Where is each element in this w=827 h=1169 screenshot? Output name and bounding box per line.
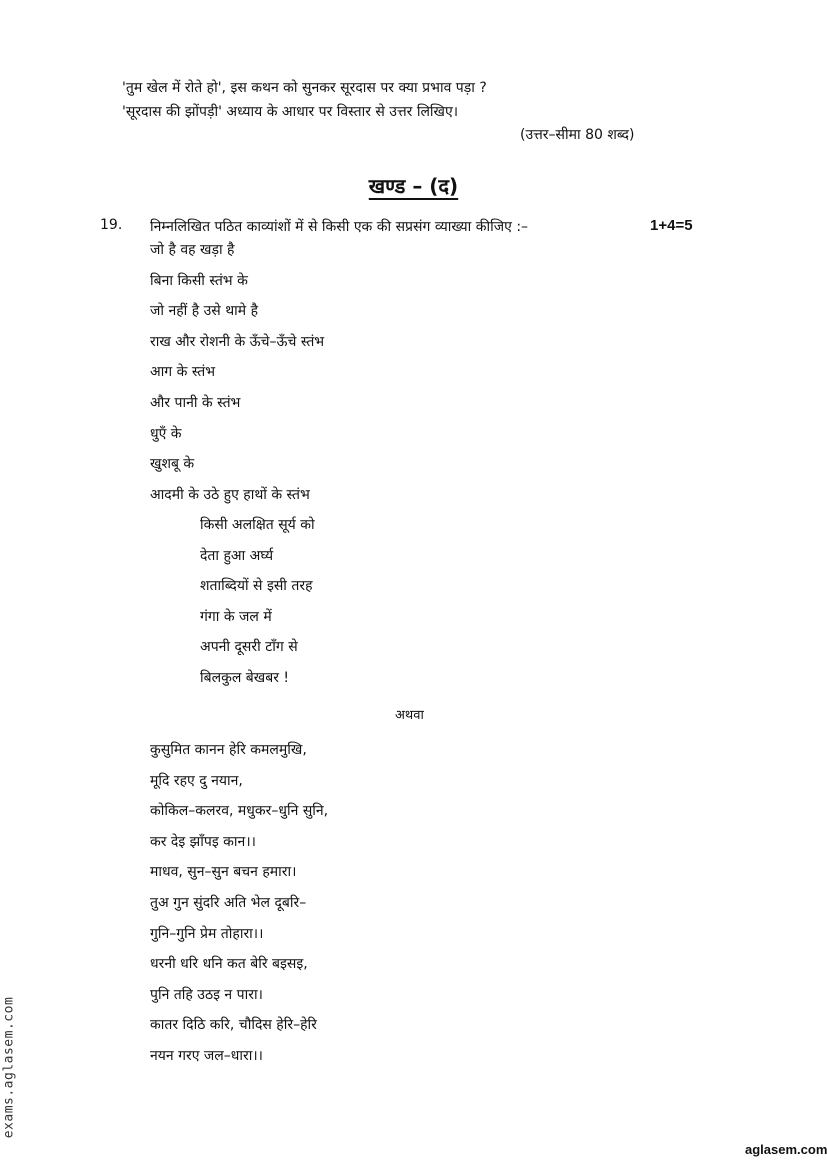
poem-line: किसी अलक्षित सूर्य को (200, 517, 315, 533)
poem-line: धुएँ के (150, 425, 182, 442)
poem-line: नयन गरए जल–धारा।। (150, 1047, 263, 1064)
poem-line: जो है वह खड़ा है (150, 242, 235, 258)
previous-question-line-1: 'तुम खेल में रोते हो', इस कथन को सुनकर सूरदास पर क्या प्रभाव पड़ा ? (122, 80, 487, 96)
section-heading-text: खण्ड – (द) (368, 174, 459, 198)
watermark: exams.aglasem.com (1, 996, 17, 1139)
poem-line: शताब्दियों से इसी तरह (200, 578, 313, 595)
poem-line: गुनि–गुनि प्रेम तोहारा।। (150, 925, 264, 942)
poem-line: और पानी के स्तंभ (150, 394, 241, 411)
poem-2 (150, 740, 328, 1077)
poem-1 (150, 240, 324, 515)
poem-line: कुसुमित कानन हेरि कमलमुखि, (150, 742, 307, 758)
poem-line: खुशबू के (150, 456, 195, 473)
poem-line: मूदि रहए दु नयान, (150, 772, 243, 789)
poem-line: बिना किसी स्तंभ के (150, 272, 248, 289)
poem-line: कातर दिठि करि, चौदिस हेरि–हेरि (150, 1017, 317, 1034)
poem-line: देता हुआ अर्घ्य (200, 547, 274, 564)
poem-line: जो नहीं है उसे थामे है (150, 303, 259, 320)
poem-line: तुअ गुन सुंदरि अति भेल दूबरि– (150, 894, 307, 911)
section-heading (0, 172, 827, 199)
poem-line: गंगा के जल में (200, 608, 272, 625)
word-limit: (उत्तर–सीमा 80 शब्द) (520, 127, 635, 143)
poem-line: अपनी दूसरी टाँग से (200, 639, 298, 656)
previous-question-line-2: 'सूरदास की झोंपड़ी' अध्याय के आधार पर विस्तार से उत्तर लिखिए। (122, 104, 459, 120)
question-marks: 1+4=5 (650, 217, 693, 234)
poem-line: कोकिल–कलरव, मधुकर–धुनि सुनि, (150, 803, 329, 820)
poem-line: पुनि तहि उठइ न पारा। (150, 986, 263, 1003)
footer-brand: aglasem.com (745, 1142, 827, 1157)
poem-line: राख और रोशनी के ऊँचे–ऊँचे स्तंभ (150, 333, 325, 350)
or-label: अथवा (395, 708, 424, 723)
poem-line: कर देइ झाँपइ कान।। (150, 833, 256, 850)
poem-line: आग के स्तंभ (150, 364, 216, 381)
poem-line: धरनी धरि धनि कत बेरि बइसइ, (150, 956, 308, 973)
poem-1-indented (200, 515, 315, 699)
poem-line: माधव, सुन–सुन बचन हमारा। (150, 864, 297, 881)
poem-line: बिलकुल बेखबर ! (200, 669, 290, 686)
question-instruction: निम्नलिखित पठित काव्यांशों में से किसी एक की सप्रसंग व्याख्या कीजिए :– (150, 219, 529, 235)
question-number: 19. (100, 217, 123, 233)
poem-line: आदमी के उठे हुए हाथों के स्तंभ (150, 486, 310, 503)
